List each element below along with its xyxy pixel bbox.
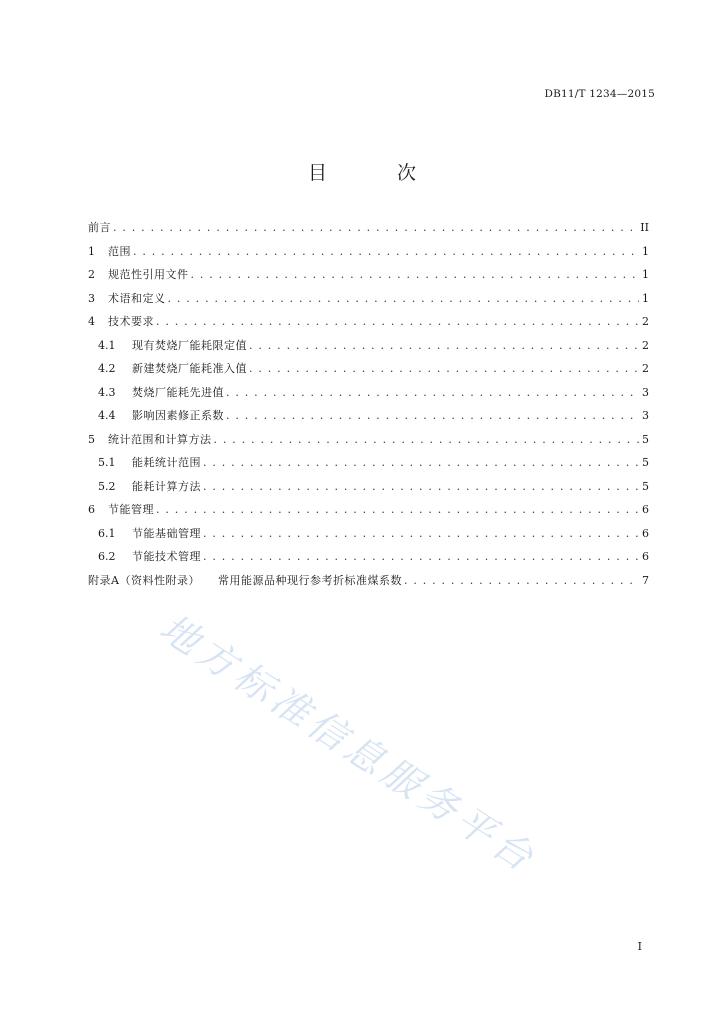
toc-entry-4-3[interactable] — [88, 384, 649, 408]
toc-number: 5.2 — [98, 479, 116, 493]
toc-leader — [156, 503, 639, 516]
toc-page: 1 — [642, 244, 649, 258]
toc-page: 5 — [642, 456, 649, 469]
toc-leader — [203, 527, 639, 540]
toc-leader — [214, 433, 640, 446]
toc-number: 4.1 — [98, 338, 116, 352]
toc-label: 统计范围和计算方法 — [108, 432, 212, 446]
toc-leader — [191, 268, 640, 281]
toc-entry-5-1[interactable] — [88, 454, 649, 478]
page-number: I — [637, 940, 642, 953]
toc-page: 6 — [642, 550, 649, 563]
toc-page: 1 — [642, 291, 649, 305]
toc-label: 能耗计算方法 — [132, 479, 201, 493]
toc-number: 4.2 — [98, 362, 116, 375]
toc-label: 节能技术管理 — [132, 550, 201, 563]
toc-entry-6-1[interactable] — [88, 525, 649, 549]
toc-leader — [113, 221, 638, 234]
toc-leader — [249, 339, 639, 352]
toc-label: 现有焚烧厂能耗限定值 — [132, 338, 247, 352]
toc-number: 4.3 — [98, 385, 116, 399]
toc-entry-foreword[interactable] — [88, 219, 649, 243]
toc-label: 范围 — [108, 244, 131, 258]
toc-entry-6-2[interactable] — [88, 548, 649, 572]
toc-leader — [404, 574, 639, 587]
toc-number: 6 — [88, 503, 95, 516]
toc-entry-1[interactable] — [88, 243, 649, 267]
page-title: 目 次 — [307, 162, 449, 184]
toc-entry-4-2[interactable] — [88, 360, 649, 384]
toc-label: 前言 — [88, 221, 111, 234]
toc-entry-2[interactable] — [88, 266, 649, 290]
toc-page: 3 — [642, 409, 649, 422]
toc-leader — [203, 480, 639, 493]
toc-number: 4 — [88, 315, 95, 328]
toc-number: 5.1 — [98, 456, 116, 469]
toc-label: 焚烧厂能耗先进值 — [132, 385, 224, 399]
toc-page: 5 — [642, 432, 649, 446]
toc-leader — [156, 315, 639, 328]
toc-leader — [226, 409, 639, 422]
toc-label: 影响因素修正系数 — [132, 409, 224, 422]
standard-code: DB11/T 1234—2015 — [544, 88, 655, 100]
toc-leader — [168, 292, 640, 305]
toc-page: 1 — [642, 268, 649, 281]
toc-leader — [203, 456, 639, 469]
toc-page: 5 — [642, 479, 649, 493]
toc-label: 节能基础管理 — [132, 526, 201, 540]
toc-page: 2 — [642, 362, 649, 375]
toc-page: 6 — [642, 526, 649, 540]
toc-entry-5[interactable] — [88, 431, 649, 455]
toc-entry-3[interactable] — [88, 290, 649, 314]
toc-number: 3 — [88, 291, 95, 305]
toc-entry-appendix-a[interactable] — [88, 572, 649, 596]
toc-label: 能耗统计范围 — [132, 456, 201, 469]
toc-number: 4.4 — [98, 409, 116, 422]
toc-page: II — [640, 221, 649, 234]
table-of-contents — [88, 219, 649, 595]
toc-page: 2 — [642, 338, 649, 352]
toc-page: 2 — [642, 315, 649, 328]
toc-label: 技术要求 — [108, 315, 154, 328]
toc-leader — [203, 550, 639, 563]
toc-number: 2 — [88, 268, 95, 281]
toc-leader — [133, 245, 639, 258]
toc-label: 术语和定义 — [108, 291, 166, 305]
toc-number: 6.2 — [98, 550, 116, 563]
toc-page: 7 — [642, 573, 649, 587]
toc-label: 节能管理 — [108, 503, 154, 516]
toc-leader — [249, 362, 639, 375]
toc-entry-4-4[interactable] — [88, 407, 649, 431]
toc-page: 3 — [642, 385, 649, 399]
toc-entry-4[interactable] — [88, 313, 649, 337]
watermark: 地方标准信息服务平台 — [152, 605, 546, 883]
toc-appendix-label: 附录A（资料性附录） — [88, 573, 200, 587]
toc-appendix-title: 常用能源品种现行参考折标准煤系数 — [217, 573, 402, 587]
toc-entry-5-2[interactable] — [88, 478, 649, 502]
toc-entry-4-1[interactable] — [88, 337, 649, 361]
toc-number: 1 — [88, 244, 95, 258]
toc-label: 规范性引用文件 — [108, 268, 189, 281]
toc-label: 新建焚烧厂能耗准入值 — [132, 362, 247, 375]
toc-page: 6 — [642, 503, 649, 516]
toc-entry-6[interactable] — [88, 501, 649, 525]
toc-number: 6.1 — [98, 526, 116, 540]
toc-leader — [226, 386, 639, 399]
toc-number: 5 — [88, 432, 95, 446]
